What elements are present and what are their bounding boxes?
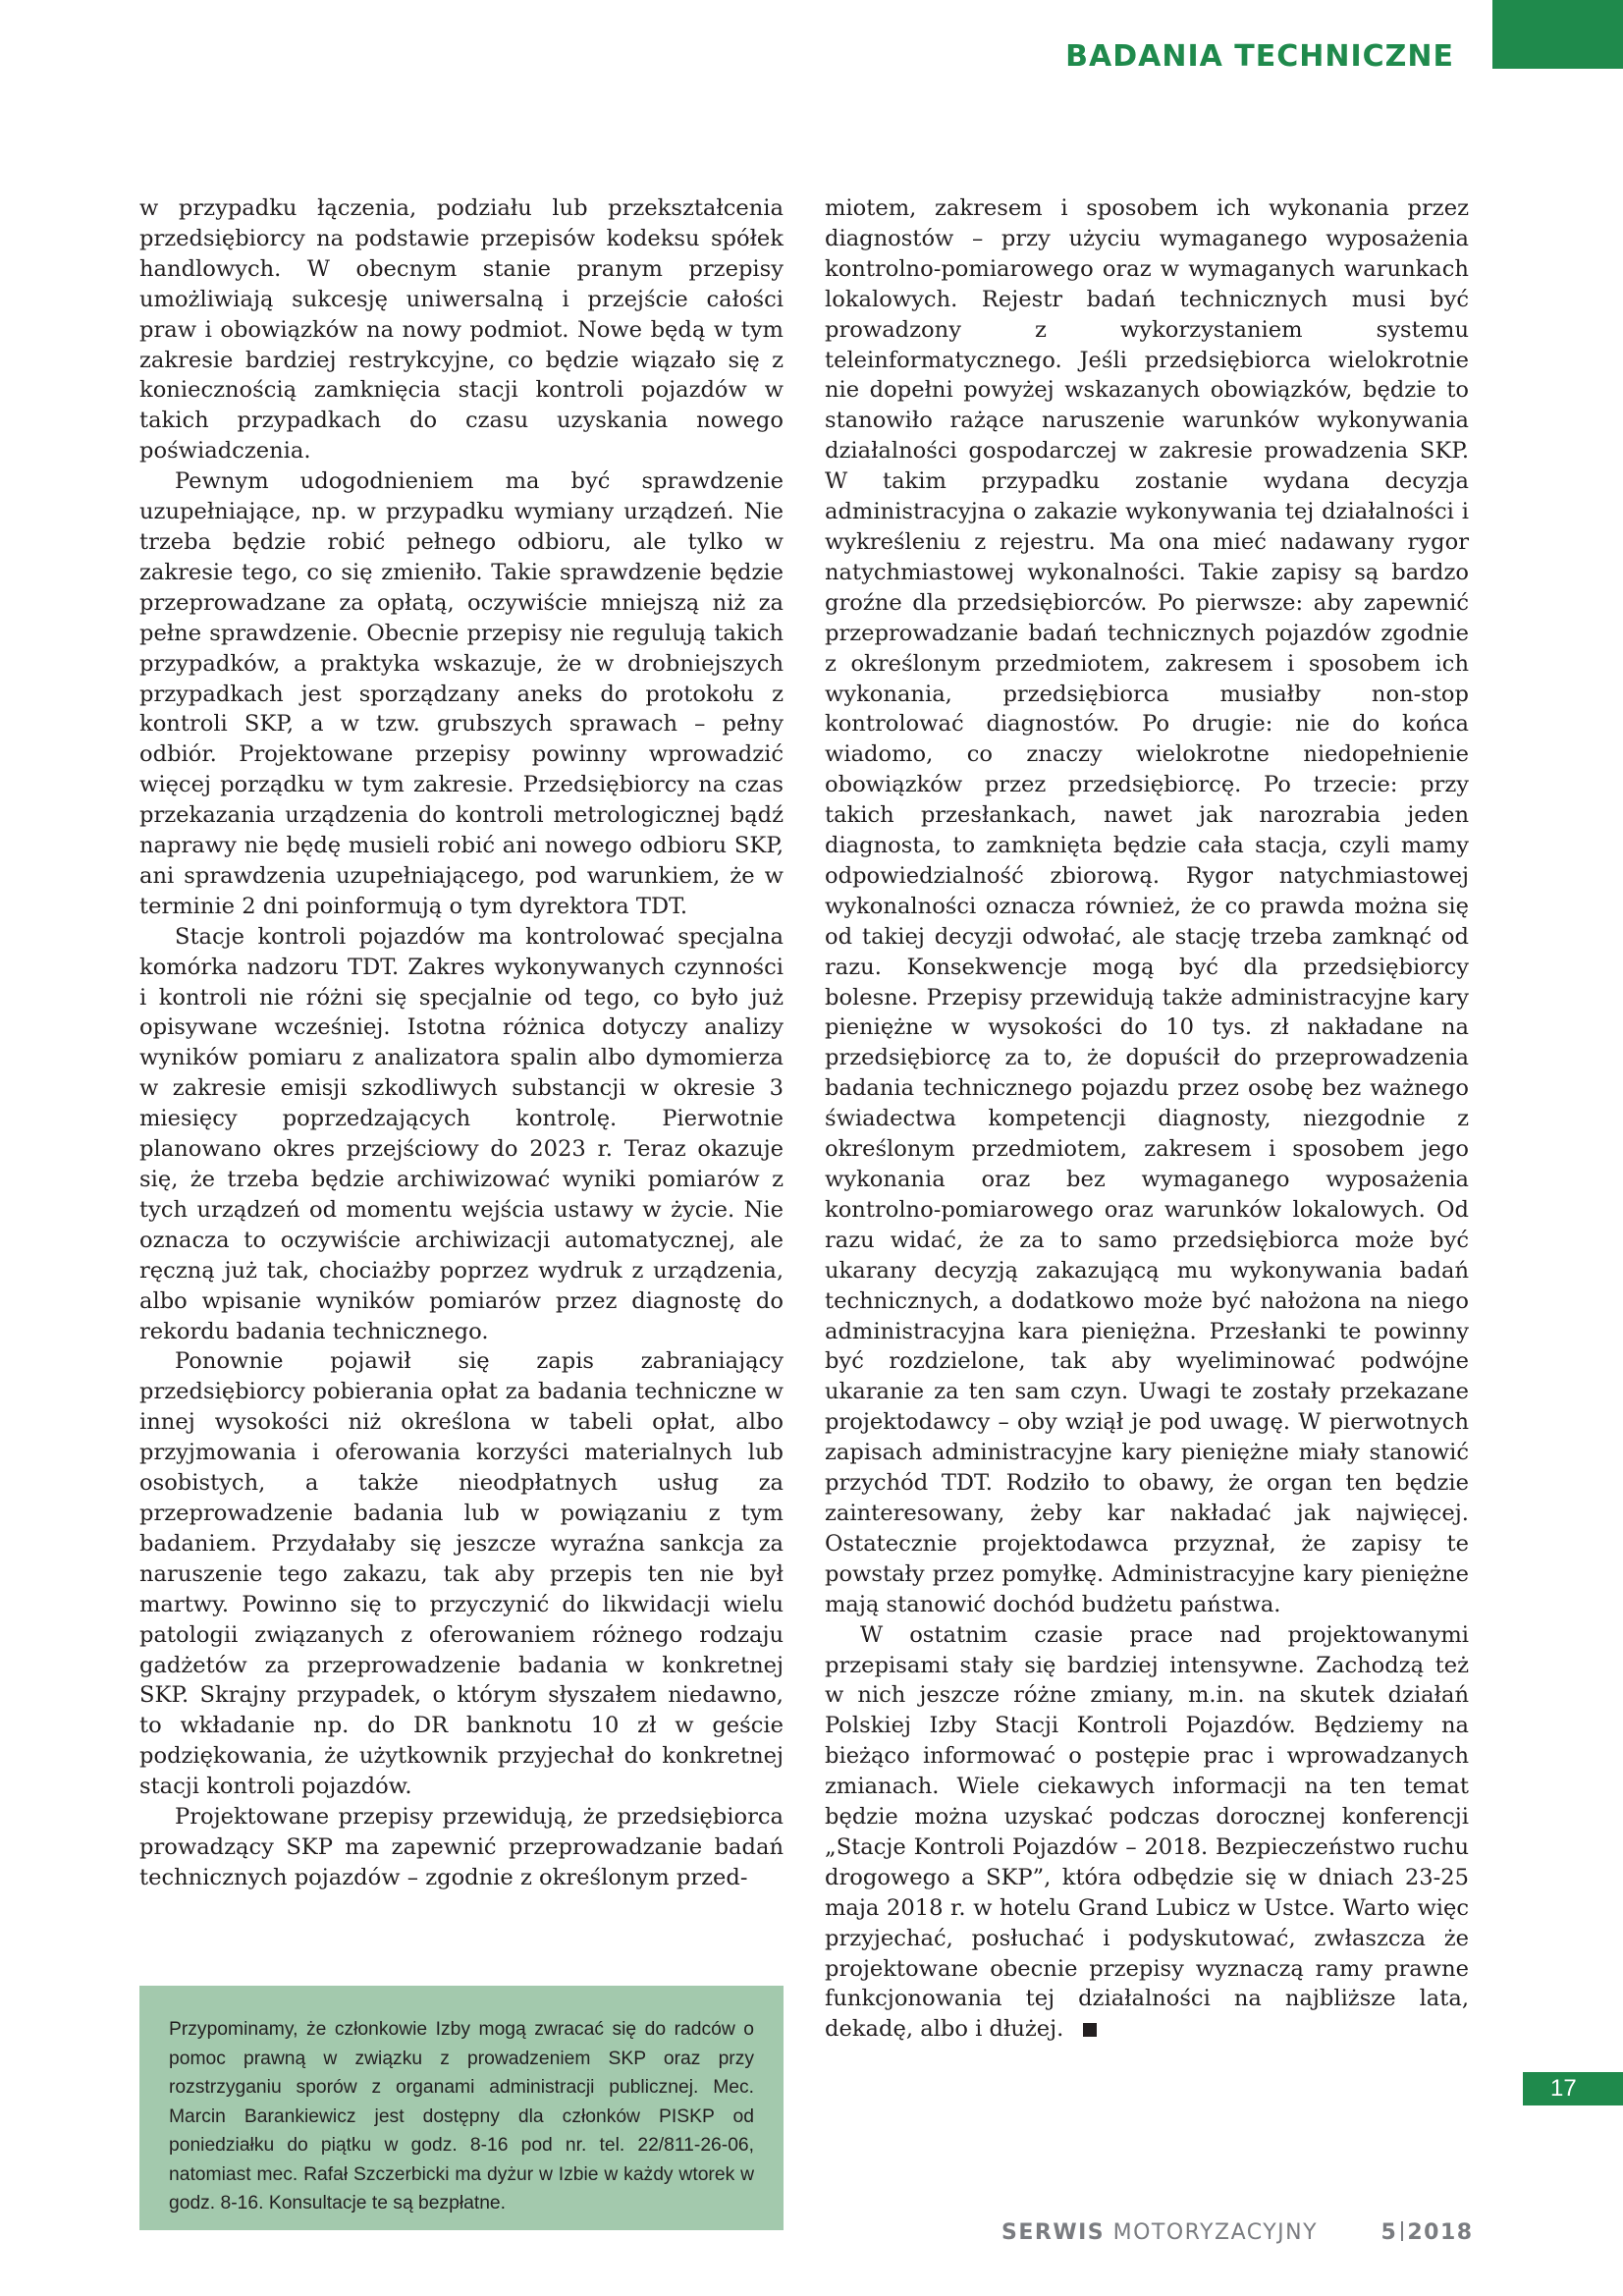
issue-year: 2018 <box>1407 2220 1474 2245</box>
end-of-article-mark <box>1083 2023 1097 2037</box>
paragraph: Ponownie pojawił się zapis zabraniający przedsiębiorcy pobierania opłat za badania techniczne w innej wysokości niż określona w tabeli opłat, albo przyjmowania i oferowania korzyści materialnych lub osobistych, a także nieodpłatnych usług za przeprowadzenie badania lub w powiązaniu z tym badaniem. Przydałaby się jeszcze wyraźna sankcja za naruszenie tego zakazu, tak aby przepis ten nie był martwy. Powinno się to przyczynić do likwidacji wielu patologii związanych z oferowaniem różnego rodzaju gadżetów za przeprowadzenie badania w konkretnej SKP. Skrajny przypadek, o którym słyszałem niedawno, to wkładanie np. do DR banknotu 10 zł w geście podziękowania, że użytkownik przyjechał do konkretnej stacji kontroli pojazdów. <box>139 1348 784 1800</box>
magazine-name-bold: SERWIS <box>1001 2220 1106 2245</box>
legal-aid-note-box <box>139 1986 784 2230</box>
section-color-tab <box>1492 0 1623 69</box>
note-text: Przypominamy, że członkowie Izby mogą zwracać się do radców o pomoc prawną w związku z prowadzeniem SKP oraz przy rozstrzyganiu sporów z organami administracji publicznej. Mec. Marcin Barankiewicz jest dostępny dla członków PISKP od poniedziałku do piątku w godz. 8-16 pod nr. tel. 22/811-26-06, natomiast mec. Rafał Szczerbicki ma dyżur w Izbie w każdy wtorek w godz. 8-16. Konsultacje te są bezpłatne. <box>169 2019 754 2214</box>
article-right-column <box>825 193 1469 2045</box>
paragraph-final <box>825 1620 1469 2046</box>
paragraph: Projektowane przepisy przewidują, że przedsiębiorca prowadzący SKP ma zapewnić przeprowadzanie badań technicznych pojazdów – zgodnie z określonym przed- <box>139 1804 784 1890</box>
paragraph: Pewnym udogodnieniem ma być sprawdzenie uzupełniające, np. w przypadku wymiany urządzeń. Nie trzeba będzie robić pełnego odbioru, ale tylko w zakresie tego, co się zmieniło. Takie sprawdzenie będzie przeprowadzane za opłatą, oczywiście mniejszą niż za pełne sprawdzenie. Obecnie przepisy nie regulują takich przypadków, a praktyka wskazuje, że w drobniejszych przypadkach jest sporządzany aneks do protokołu z kontroli SKP, a w tzw. grubszych sprawach – pełny odbiór. Projektowane przepisy powinny wprowadzić więcej porządku w tym zakresie. Przedsiębiorcy na czas przekazania urządzenia do kontroli metrologicznej bądź naprawy nie będę musieli robić ani nowego odbioru SKP, ani sprawdzenia uzupełniającego, pod warunkiem, że w terminie 2 dni poinformują o tym dyrektora TDT. <box>139 468 784 919</box>
paragraph: Stacje kontroli pojazdów ma kontrolować specjalna komórka nadzoru TDT. Zakres wykonywanych czynności i kontroli nie różni się specjalnie od tego, co było już opisywane wcześniej. Istotna różnica dotyczy analizy wyników pomiaru z analizatora spalin albo dymomierza w zakresie emisji szkodliwych substancji w okresie 3 miesięcy poprzedzających kontrolę. Pierwotnie planowano okres przejściowy do 2023 r. Teraz okazuje się, że trzeba będzie archiwizować wyniki pomiarów z tych urządzeń od momentu wejścia ustawy w życie. Nie oznacza to oczywiście archiwizacji automatycznej, ale ręczną już tak, chociażby poprzez wydruk z urządzenia, albo wpisanie wyników pomiarów przez diagnostę do rekordu badania technicznego. <box>139 923 784 1344</box>
article-left-column <box>139 193 784 1893</box>
magazine-name-rest: MOTORYZACYJNY <box>1112 2220 1319 2245</box>
issue-separator <box>1401 2221 1403 2241</box>
magazine-footer <box>1001 2220 1474 2245</box>
paragraph-text: W ostatnim czasie prace nad projektowanymi przepisami stały się bardziej intensywne. Zachodzą też w nich jeszcze różne zmiany, m.in. na skutek działań Polskiej Izby Stacji Kontroli Pojazdów. Będziemy na bieżąco informować o postępie prac i wprowadzanych zmianach. Wiele ciekawych informacji na ten temat będzie można uzyskać podczas dorocznej konferencji „Stacje Kontroli Pojazdów – 2018. Bezpieczeństwo ruchu drogowego a SKP”, która odbędzie się w dniach 23-25 maja 2018 r. w hotelu Grand Lubicz w Ustce. Warto więc przyjechać, posłuchać i podyskutować, zwłaszcza że projektowane obecnie przepisy wyznaczą ramy prawne funkcjonowania tej działalności na najbliższe lata, dekadę, albo i dłużej. <box>825 1621 1469 2043</box>
page-number: 17 <box>1523 2072 1623 2105</box>
paragraph: miotem, zakresem i sposobem ich wykonania przez diagnostów – przy użyciu wymaganego wyposażenia kontrolno-pomiarowego oraz w wymaganych warunkach lokalowych. Rejestr badań technicznych musi być prowadzony z wykorzystaniem systemu teleinformatycznego. Jeśli przedsiębiorca wielokrotnie nie dopełni powyżej wskazanych obowiązków, będzie to stanowiło rażące naruszenie warunków wykonywania działalności gospodarczej w zakresie prowadzenia SKP. W takim przypadku zostanie wydana decyzja administracyjna o zakazie wykonywania tej działalności i wykreśleniu z rejestru. Ma ona mieć nadawany rygor natychmiastowej wykonalności. Takie zapisy są bardzo groźne dla przedsiębiorców. Po pierwsze: aby zapewnić przeprowadzanie badań technicznych pojazdów zgodnie z określonym przedmiotem, zakresem i sposobem ich wykonania, przedsiębiorca musiałby non-stop kontrolować diagnostów. Po drugie: nie do końca wiadomo, co znaczy wielokrotne niedopełnienie obowiązków przez przedsiębiorcę. Po trzecie: przy takich przesłankach, nawet jak narozrabia jeden diagnosta, to zamknięta będzie cała stacja, czyli mamy odpowiedzialność zbiorową. Rygor natychmiastowej wykonalności oznacza również, że co prawda można się od takiej decyzji odwołać, ale stację trzeba zamknąć od razu. Konsekwencje mogą być dla przedsiębiorcy bolesne. Przepisy przewidują także administracyjne kary pieniężne w wysokości do 10 tys. zł nakładane na przedsiębiorcę za to, że dopuścił do przeprowadzenia badania technicznego pojazdu przez osobę bez ważnego świadectwa kompetencji diagnosty, niezgodnie z określonym przedmiotem, zakresem i sposobem jego wykonania oraz bez wymaganego wyposażenia kontrolno-pomiarowego oraz warunków lokalowych. Od razu widać, że za to samo przedsiębiorca może być ukarany decyzją zakazującą mu wykonywania badań technicznych, a dodatkowo może być nałożona na niego administracyjna kara pieniężna. Przesłanki te powinny być rozdzielone, tak aby wyeliminować podwójne ukaranie za ten sam czyn. Uwagi te zostały przekazane projektodawcy – oby wziął je pod uwagę. W pierwotnych zapisach administracyjne kary pieniężne miały stanowić przychód TDT. Rodziło to obawy, że organ ten będzie zainteresowany, żeby kar nakładać jak najwięcej. Ostatecznie projektodawca przyznał, że zapisy te powstały przez pomyłkę. Administracyjne kary pieniężne mają stanowić dochód budżetu państwa. <box>825 195 1469 1617</box>
paragraph: w przypadku łączenia, podziału lub przekształcenia przedsiębiorcy na podstawie przepisów kodeksu spółek handlowych. W obecnym stanie pranym przepisy umożliwiają sukcesję uniwersalną i przejście całości praw i obowiązków na nowy podmiot. Nowe będą w tym zakresie bardziej restrykcyjne, co będzie wiązało się z koniecznością zamknięcia stacji kontroli pojazdów w takich przypadkach do czasu uzyskania nowego poświadczenia. <box>139 195 784 465</box>
issue-number: 5 <box>1380 2220 1398 2245</box>
section-title: BADANIA TECHNICZNE <box>1065 39 1454 74</box>
